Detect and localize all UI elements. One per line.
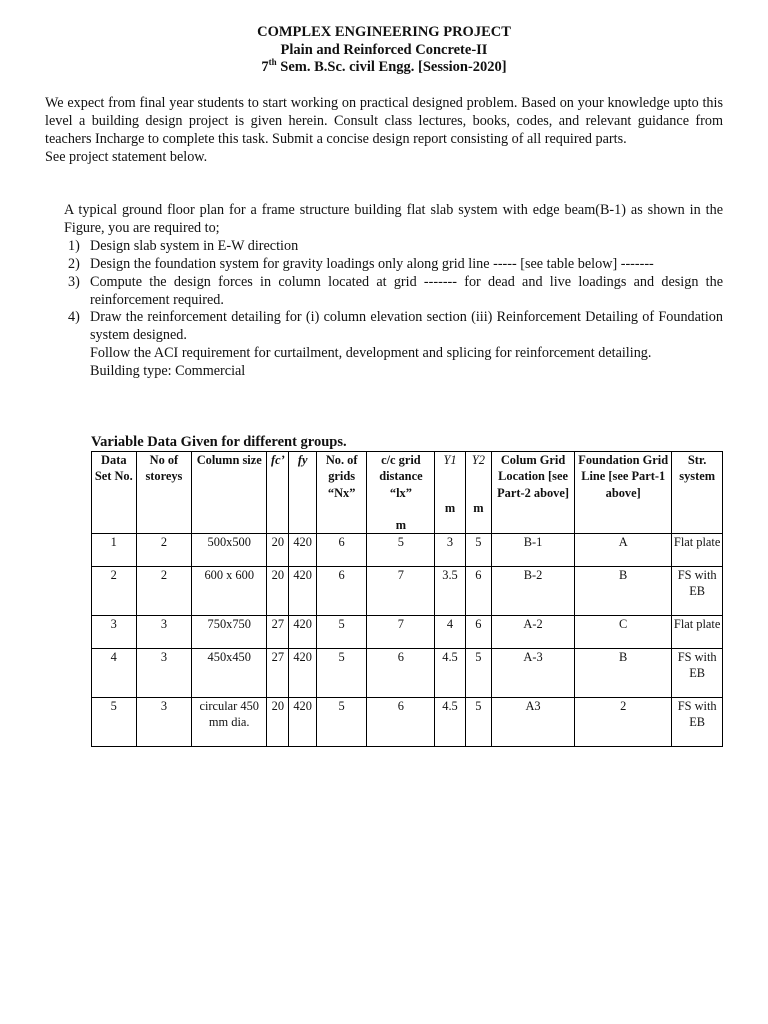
cell-y1: 4.5 [435, 649, 465, 698]
statement-lead: A typical ground floor plan for a frame structure building flat slab system with edge beam(B-1) as shown in the Figure, you are required to; [64, 202, 723, 236]
header-y1 [435, 452, 465, 534]
cell-y1: 3 [435, 534, 465, 567]
table-caption: Variable Data Given for different groups. [91, 434, 347, 450]
cell-y2: 6 [465, 567, 491, 616]
table-header-row [92, 452, 723, 534]
task-list [64, 238, 723, 345]
header-grid-distance [367, 452, 435, 534]
header-column-grid: Colum Grid Location [see Part-2 above] [492, 452, 575, 534]
cell-column-grid: A-3 [492, 649, 575, 698]
semester-suffix: th [268, 57, 277, 68]
intro-paragraph: We expect from final year students to start working on practical designed problem. Based on your knowledge upto this level a building design project is given herein. Consult class lectures, books, codes, and relevant guidance from teachers Incharge to complete this task. Submit a concise design report consisting of all required parts. [45, 95, 723, 147]
task-text: Compute the design forces in column located at grid ------- for dead and live loadings and design the reinforcement required. [90, 273, 723, 308]
y2-unit: m [473, 501, 484, 516]
cell-nx: 6 [316, 534, 367, 567]
table-row [92, 698, 723, 747]
project-statement [64, 202, 723, 381]
intro-section [45, 95, 723, 167]
cell-lx: 7 [367, 567, 435, 616]
cell-set: 2 [92, 567, 137, 616]
cell-lx: 6 [367, 649, 435, 698]
y2-label: Y2 [471, 453, 485, 467]
task-text: Design the foundation system for gravity loadings only along grid line ----- [see table below] ------- [90, 255, 654, 272]
cell-system: Flat plate [672, 616, 723, 649]
cell-y2: 5 [465, 698, 491, 747]
header-structural-system: Str. system [672, 452, 723, 534]
cell-y2: 5 [465, 649, 491, 698]
cell-storeys: 3 [136, 616, 192, 649]
cell-system: FS with EB [672, 567, 723, 616]
task-text: Design slab system in E-W direction [90, 237, 299, 254]
cell-storeys: 2 [136, 567, 192, 616]
cell-set: 3 [92, 616, 137, 649]
y1-unit: m [444, 501, 456, 516]
task-number: 4) [68, 309, 80, 326]
cell-size: circular 450 mm dia. [192, 698, 267, 747]
cell-storeys: 3 [136, 698, 192, 747]
cell-y1: 4.5 [435, 698, 465, 747]
cell-foundation: B [575, 567, 672, 616]
cell-y1: 4 [435, 616, 465, 649]
project-title: COMPLEX ENGINEERING PROJECT [257, 24, 511, 40]
header-storeys: No of storeys [136, 452, 192, 534]
header-grids: No. of grids “Nx” [316, 452, 367, 534]
cell-nx: 5 [316, 649, 367, 698]
cell-lx: 5 [367, 534, 435, 567]
task-item [64, 238, 723, 256]
cell-lx: 7 [367, 616, 435, 649]
cell-fy: 420 [289, 534, 316, 567]
task-item [64, 274, 723, 310]
aci-requirement: Follow the ACI requirement for curtailment, development and splicing for reinforcement detailing. [90, 345, 652, 362]
task-text: Draw the reinforcement detailing for (i) column elevation section (iii) Reinforcement Detailing of Foundation system designed. [90, 309, 723, 344]
cell-nx: 5 [316, 698, 367, 747]
cell-column-grid: A3 [492, 698, 575, 747]
table-row [92, 534, 723, 567]
cell-lx: 6 [367, 698, 435, 747]
cell-size: 500x500 [192, 534, 267, 567]
header-data-set: Data Set No. [92, 452, 137, 534]
cell-nx: 6 [316, 567, 367, 616]
cell-fc: 27 [267, 616, 289, 649]
cell-fy: 420 [289, 567, 316, 616]
cell-column-grid: A-2 [492, 616, 575, 649]
cell-system: FS with EB [672, 698, 723, 747]
cell-fc: 27 [267, 649, 289, 698]
cell-system: Flat plate [672, 534, 723, 567]
cell-size: 750x750 [192, 616, 267, 649]
cell-column-grid: B-1 [492, 534, 575, 567]
header-fy: fy [289, 452, 316, 534]
table-row [92, 616, 723, 649]
cell-nx: 5 [316, 616, 367, 649]
see-statement: See project statement below. [45, 148, 208, 165]
cell-fc: 20 [267, 534, 289, 567]
cell-system: FS with EB [672, 649, 723, 698]
cell-y1: 3.5 [435, 567, 465, 616]
table-row [92, 649, 723, 698]
cell-set: 4 [92, 649, 137, 698]
task-item [64, 309, 723, 345]
table-row [92, 567, 723, 616]
task-item [64, 256, 723, 274]
y1-label: Y1 [443, 453, 457, 467]
building-type: Building type: Commercial [90, 363, 246, 380]
variable-data-table [91, 451, 723, 747]
cell-set: 5 [92, 698, 137, 747]
cell-fy: 420 [289, 649, 316, 698]
header-fc: fc’ [267, 452, 289, 534]
header-foundation: Foundation Grid Line [see Part-1 above] [575, 452, 672, 534]
cell-foundation: C [575, 616, 672, 649]
header-column-size: Column size [192, 452, 267, 534]
cell-y2: 6 [465, 616, 491, 649]
cell-column-grid: B-2 [492, 567, 575, 616]
grid-distance-label: c/c grid distance “lx” [379, 453, 423, 500]
cell-fc: 20 [267, 698, 289, 747]
cell-storeys: 2 [136, 534, 192, 567]
cell-foundation: 2 [575, 698, 672, 747]
semester-line [0, 59, 768, 77]
cell-storeys: 3 [136, 649, 192, 698]
cell-size: 600 x 600 [192, 567, 267, 616]
header-y2 [465, 452, 491, 534]
grid-distance-unit: m [395, 517, 407, 532]
semester-text: Sem. B.Sc. civil Engg. [Session-2020] [276, 59, 507, 75]
title-block [0, 24, 768, 77]
cell-fy: 420 [289, 698, 316, 747]
cell-set: 1 [92, 534, 137, 567]
task-number: 2) [68, 255, 80, 272]
semester-number: 7 [261, 59, 269, 75]
cell-foundation: A [575, 534, 672, 567]
cell-size: 450x450 [192, 649, 267, 698]
cell-y2: 5 [465, 534, 491, 567]
task-number: 1) [68, 237, 80, 254]
course-title: Plain and Reinforced Concrete-II [280, 41, 488, 58]
cell-fy: 420 [289, 616, 316, 649]
cell-foundation: B [575, 649, 672, 698]
task-number: 3) [68, 273, 80, 290]
cell-fc: 20 [267, 567, 289, 616]
